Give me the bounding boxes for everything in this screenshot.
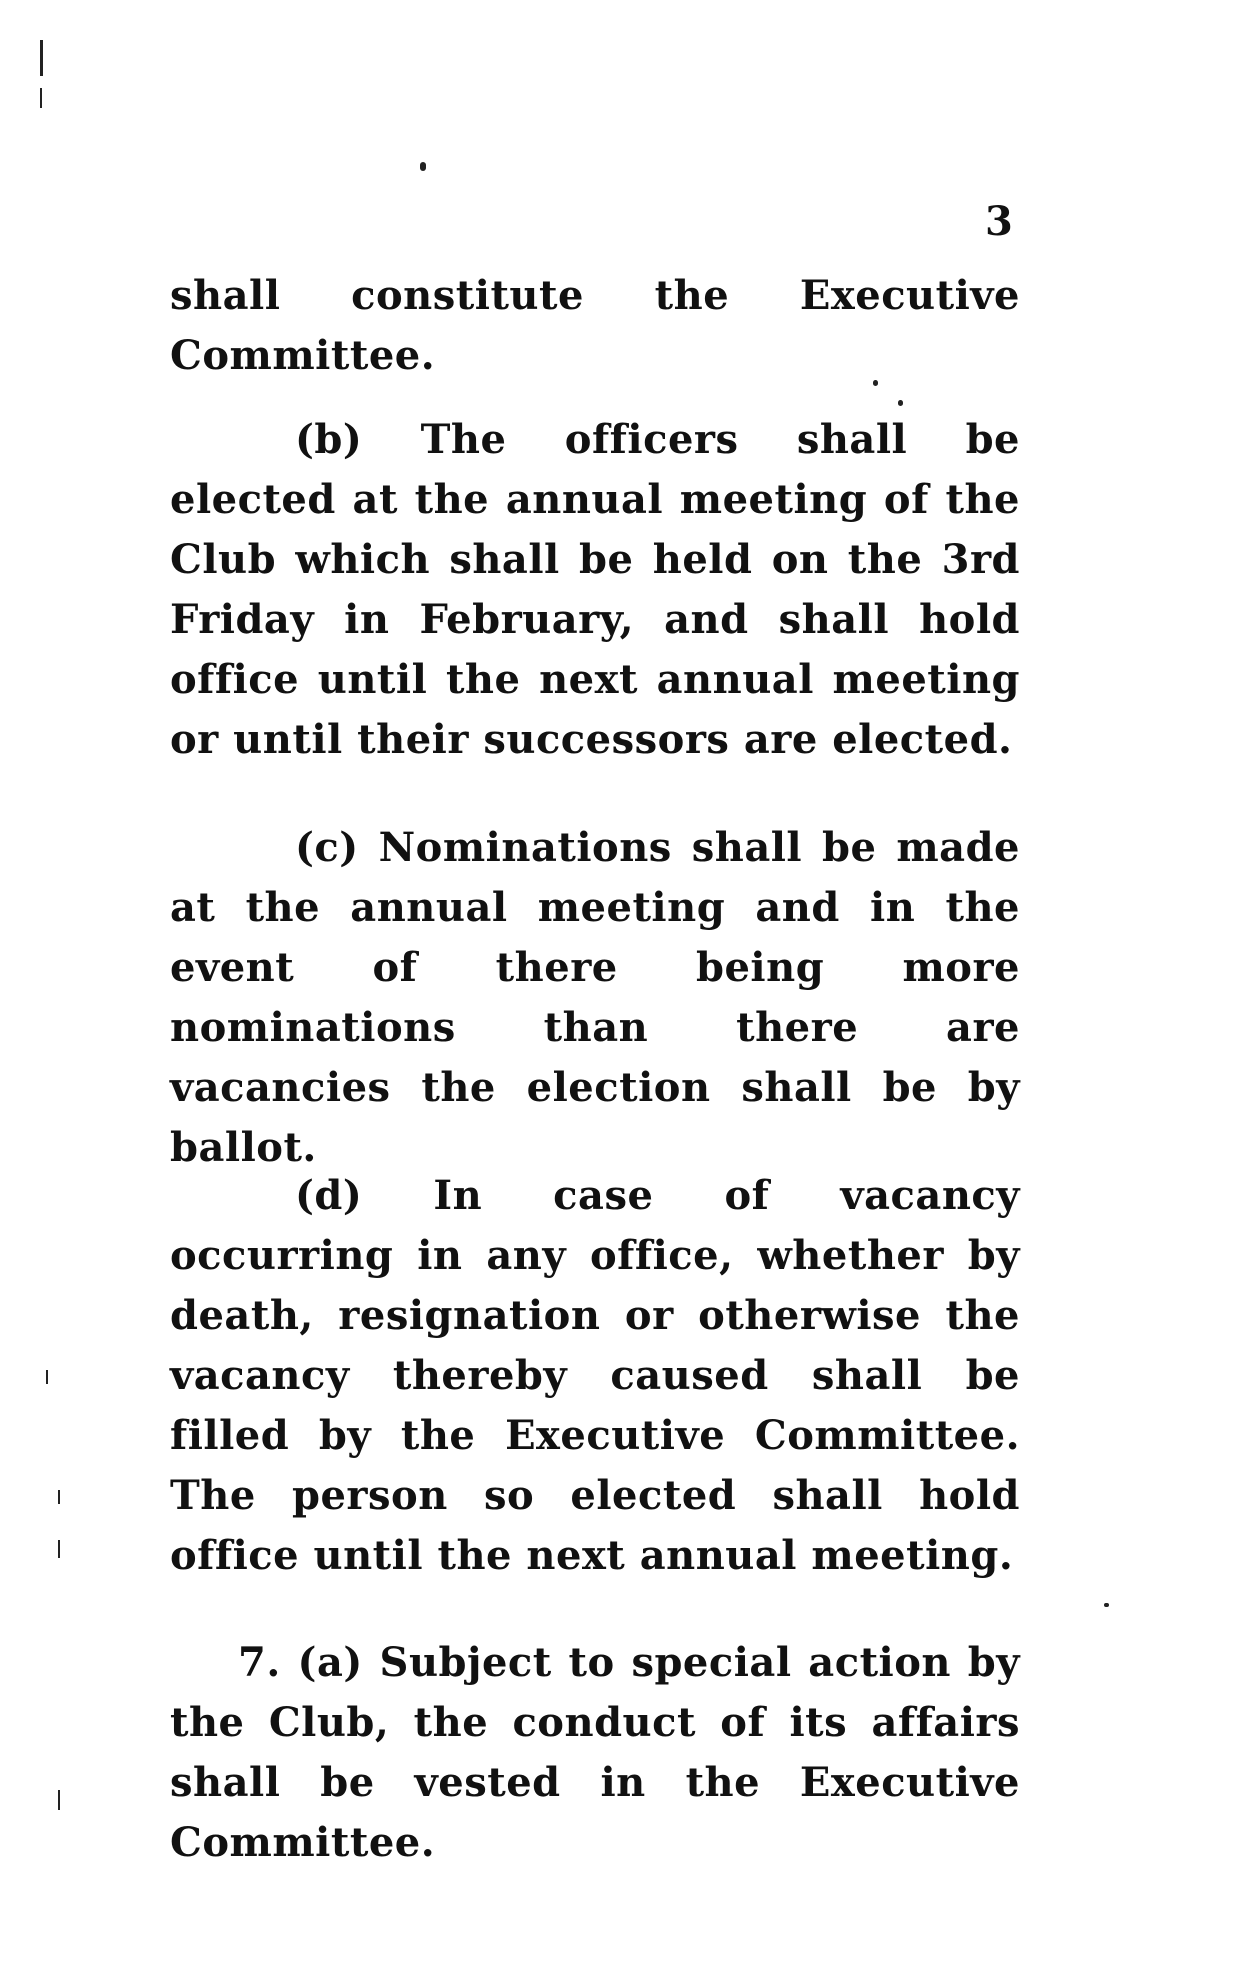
scan-speck — [898, 400, 903, 406]
scan-margin-mark — [40, 88, 42, 108]
paragraph-text: (c) Nominations shall be made at the annual meeting and in the event of there being more nominations than there are vacancies the election shall be by ballot. — [170, 824, 1020, 1171]
scan-speck — [420, 162, 426, 171]
section-7a — [170, 1633, 1020, 1873]
paragraph-c — [170, 818, 1020, 1178]
paragraph-text: 7. (a) Subject to special action by the Club, the conduct of its affairs shall be vested in the Executive Committee. — [170, 1639, 1020, 1866]
paragraph-text: (d) In case of vacancy occurring in any office, whether by death, resignation or otherwise the vacancy thereby caused shall be filled by the Executive Committee. The person so elected shall hold office until the next annual meeting. — [170, 1172, 1020, 1579]
scan-margin-mark — [58, 1790, 60, 1810]
paragraph-b — [170, 410, 1020, 770]
scan-margin-mark — [46, 1370, 48, 1384]
scan-margin-mark — [58, 1540, 60, 1558]
scan-margin-mark — [58, 1490, 60, 1504]
page-number: 3 — [985, 198, 1013, 245]
scan-margin-mark — [40, 40, 43, 76]
paragraph-intro — [170, 266, 1020, 386]
scan-speck — [1104, 1603, 1109, 1607]
paragraph-d — [170, 1166, 1020, 1586]
paragraph-text: shall constitute the Executive Committee. — [170, 272, 1020, 379]
paragraph-text: (b) The officers shall be elected at the annual meeting of the Club which shall be held on the 3rd Friday in February, and shall hold office until the next annual meeting or until their successors are elected. — [170, 416, 1020, 763]
